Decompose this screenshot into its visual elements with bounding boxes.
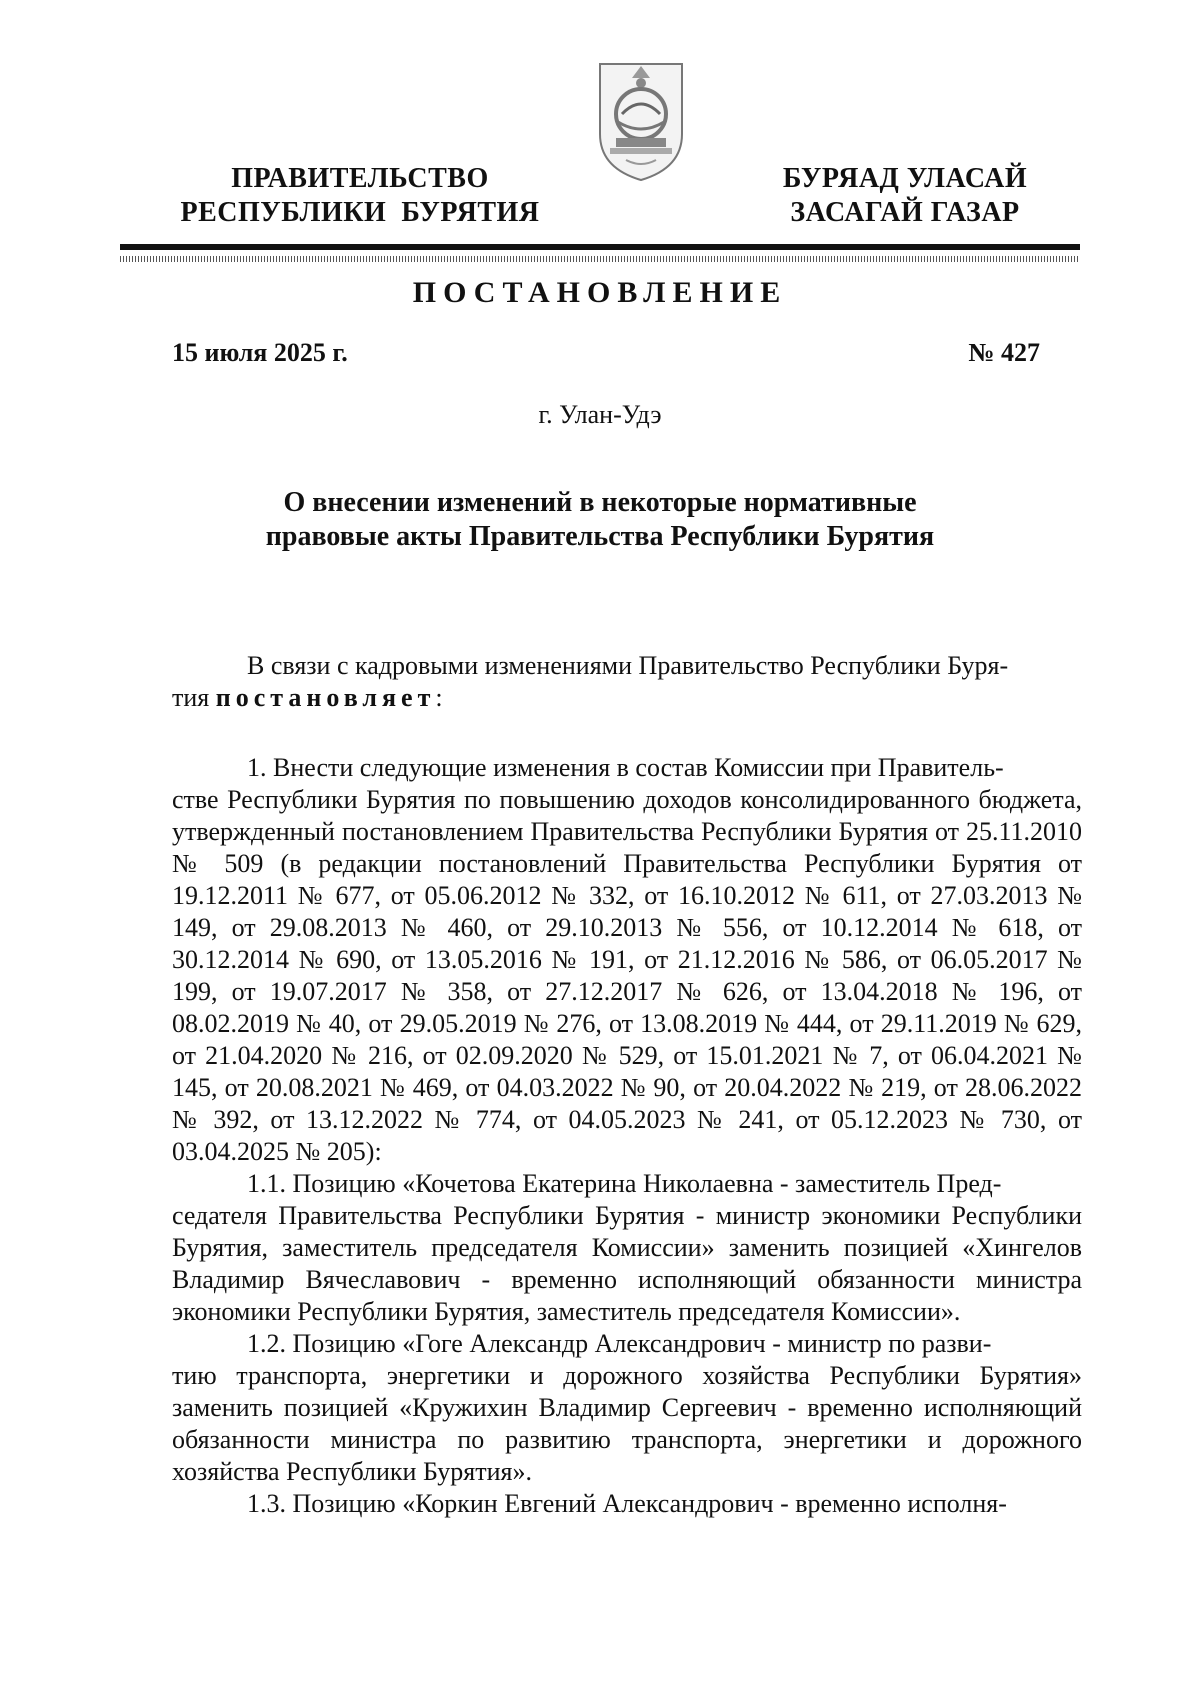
intro-line-2 [172,682,1082,714]
document-date: 15 июля 2025 г. [172,338,348,367]
clause-1-3-first-line: 1.3. Позицию «Коркин Евгений Александрович - временно исполня- [247,1489,1007,1518]
header-divider-hatched [120,256,1080,262]
intro-line-2-end: : [435,683,443,712]
clause-1-first-line: 1. Внести следующие изменения в состав Комиссии при Правитель- [247,753,1004,782]
clause-1-2-first-line: 1.2. Позицию «Гоге Александр Александрович - министр по разви- [247,1329,992,1358]
document-title [200,486,1000,554]
document-title-line-1: О внесении изменений в некоторые нормативные [283,487,917,518]
org-name-right-line-2: ЗАСАГАЙ ГАЗАР [790,197,1020,228]
clause-1-1-first-line: 1.1. Позицию «Кочетова Екатерина Николаевна - заместитель Пред- [247,1169,1002,1198]
intro-line-2-start: тия [172,683,216,712]
org-name-right-line-1: БУРЯАД УЛАСАЙ [782,163,1028,194]
clause-1-1 [172,1168,1082,1328]
clause-1-text: стве Республики Бурятия по повышению доходов консолидированного бюджета, утвержденный постановлением Правительства Республики Бурятия от 25.11.2010 № 509 (в редакции постановлений Правительства Республики Бурятия от 19.12.2011 № 677, от 05.06.2012 № 332, от 16.10.2012 № 611, от 27.03.2013 № 149, от 29.08.2013 № 460, от 29.10.2013 № 556, от 10.12.2014 № 618, от 30.12.2014 № 690, от 13.05.2016 № 191, от 21.12.2016 № 586, от 06.05.2017 № 199, от 19.07.2017 № 358, от 27.12.2017 № 626, от 13.04.2018 № 196, от 08.02.2019 № 40, от 29.05.2019 № 276, от 13.08.2019 № 444, от 29.11.2019 № 629, от 21.04.2020 № 216, от 02.09.2020 № 529, от 15.01.2021 № 7, от 06.04.2021 № 145, от 20.08.2021 № 469, от 04.03.2022 № 90, от 20.04.2022 № 219, от 28.06.2022 № 392, от 13.12.2022 № 774, от 04.05.2023 № 241, от 05.12.2023 № 730, от 03.04.2025 № 205): [172,785,1082,1166]
org-name-left-line-1: ПРАВИТЕЛЬСТВО [231,163,489,194]
header-divider-thick [120,244,1080,250]
org-name-left [150,162,570,230]
clause-1-1-text: седателя Правительства Республики Бурятия - министр экономики Республики Бурятия, заместитель председателя Комиссии» заменить позицией «Хингелов Владимир Вячеславович - временно исполняющий обязанности министра экономики Республики Бурятия, заместитель председателя Комиссии». [172,1201,1082,1326]
decree-word: постановляет [215,683,436,712]
clauses [172,752,1082,1520]
intro-paragraph [172,650,1082,714]
document-number: № 427 [968,338,1040,367]
clause-1-2-text: тию транспорта, энергетики и дорожного хозяйства Республики Бурятия» заменить позицией «Кружихин Владимир Сергеевич - временно исполняющий обязанности министра по развитию транспорта, энергетики и дорожного хозяйства Республики Бурятия». [172,1361,1082,1486]
document-title-line-2: правовые акты Правительства Республики Бурятия [265,521,935,552]
clause-1 [172,752,1082,1168]
document-type: ПОСТАНОВЛЕНИЕ [412,276,788,309]
intro-line-1: В связи с кадровыми изменениями Правительство Республики Буря- [247,651,1009,680]
org-name-left-line-2: РЕСПУБЛИКИ БУРЯТИЯ [180,197,540,228]
clause-1-2 [172,1328,1082,1488]
document-city: г. Улан-Удэ [538,400,662,429]
org-name-right [745,162,1065,230]
coat-of-arms-icon [586,56,696,184]
clause-1-3 [172,1488,1082,1520]
